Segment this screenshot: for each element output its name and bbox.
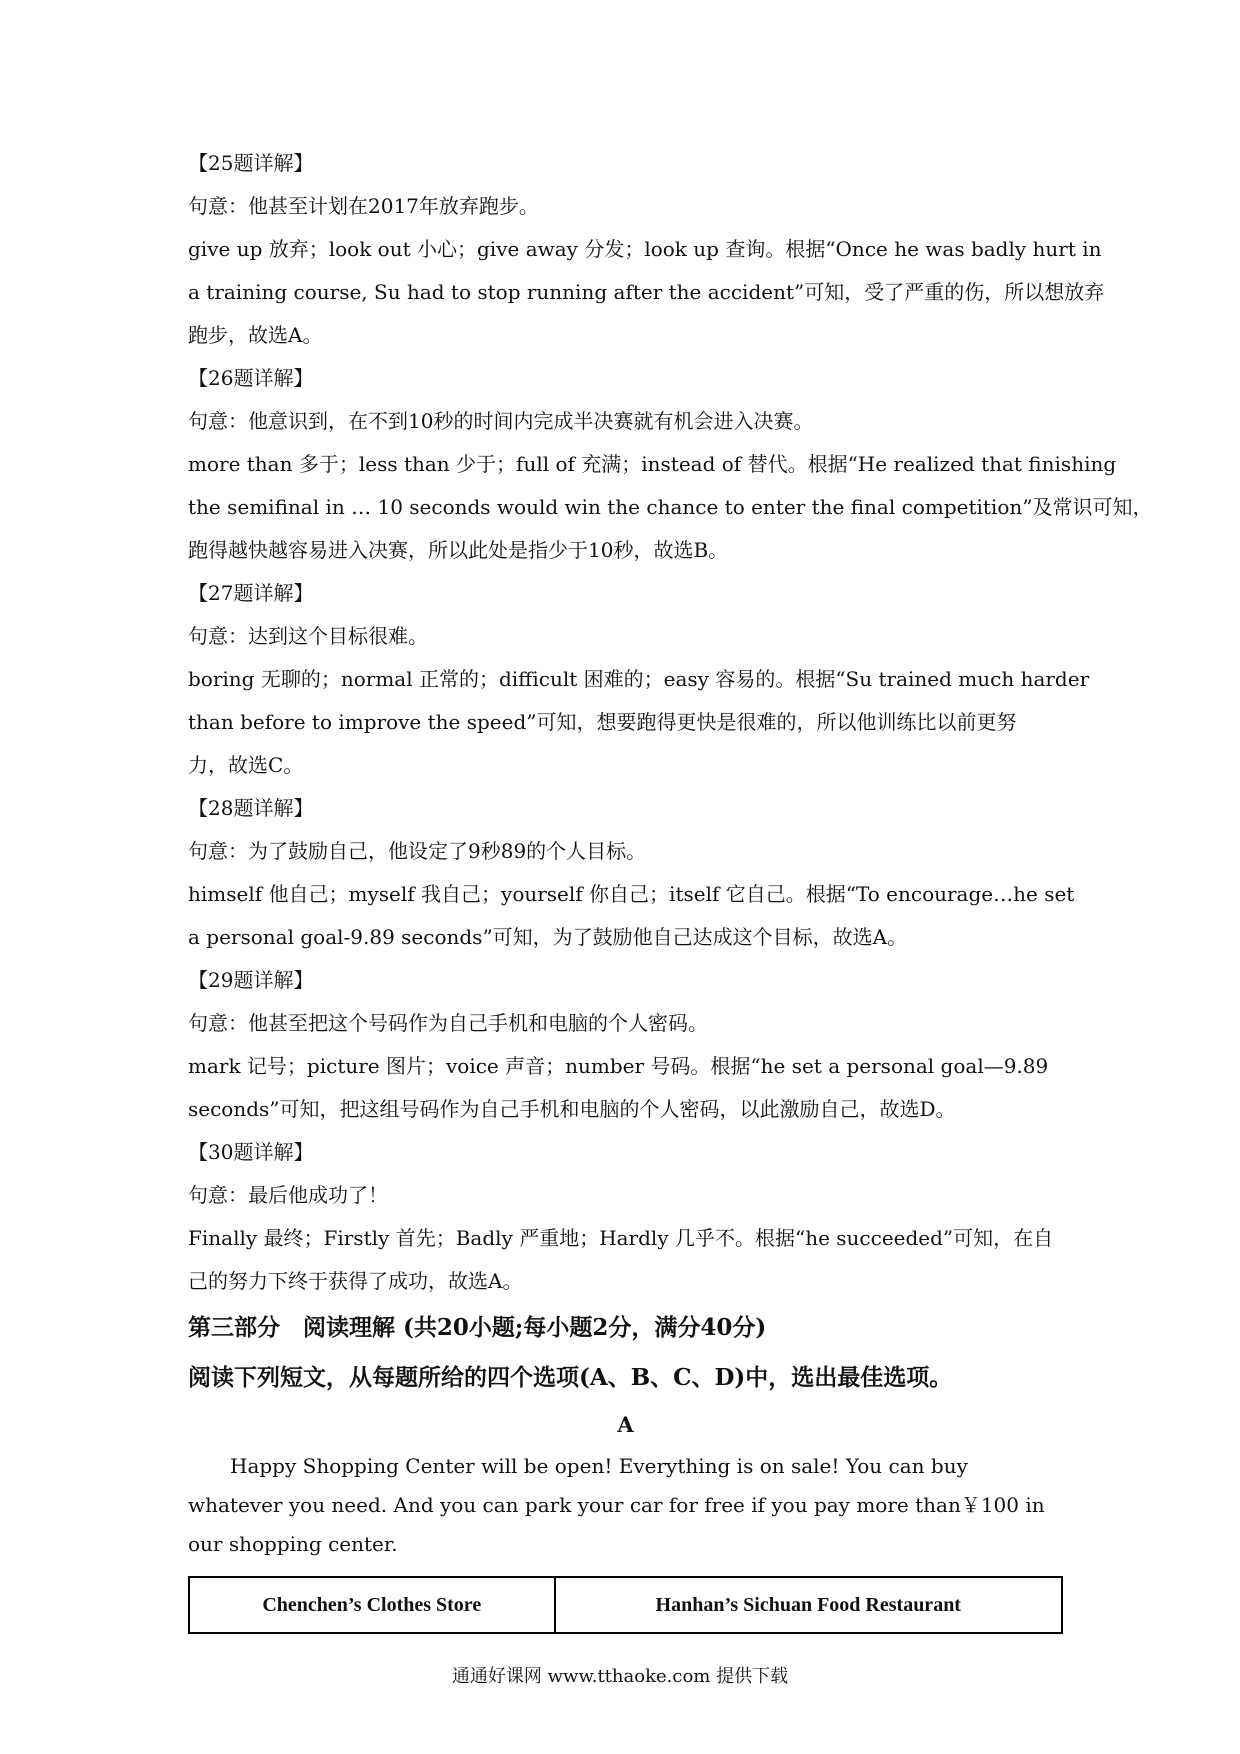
analysis-line: 跑步，故选A。 — [188, 323, 323, 347]
analysis-line: a personal goal-9.89 seconds”可知，为了鼓励他自己达成这个目标，故选A。 — [188, 925, 908, 949]
analysis-line: 跑得越快越容易进入决赛，所以此处是指少于10秒，故选B。 — [188, 538, 729, 562]
part3-instruction: 阅读下列短文，从每题所给的四个选项(A、B、C、D)中，选出最佳选项。 — [188, 1364, 953, 1391]
explanation-list — [188, 142, 1153, 1303]
store-table — [188, 1576, 1063, 1634]
sentence-meaning: 句意：最后他成功了！ — [188, 1183, 388, 1207]
analysis-line: give up 放弃；look out 小心；give away 分发；look up 查询。根据“Once he was badly hurt in — [188, 237, 1102, 261]
explanation-title: 【28题详解】 — [188, 796, 314, 820]
explanation-title: 【29题详解】 — [188, 968, 314, 992]
page-footer: 通通好课网 www.tthaoke.com 提供下载 — [451, 1666, 789, 1687]
analysis-line: 己的努力下终于获得了成功，故选A。 — [188, 1269, 523, 1293]
analysis-line: mark 记号；picture 图片；voice 声音；number 号码。根据“he set a personal goal—9.89 — [188, 1054, 1049, 1078]
store-table-header-clothes: Chenchen’s Clothes Store — [189, 1577, 555, 1633]
analysis-line: the semifinal in … 10 seconds would win the chance to enter the final competition”及常识可知， — [188, 495, 1153, 519]
store-table-header-restaurant: Hanhan’s Sichuan Food Restaurant — [555, 1577, 1062, 1633]
part3-heading: 第三部分 阅读理解 (共20小题;每小题2分，满分40分) — [188, 1314, 767, 1341]
document-body — [188, 142, 1153, 1634]
sentence-meaning: 句意：达到这个目标很难。 — [188, 624, 428, 648]
analysis-line: more than 多于；less than 少于；full of 充满；instead of 替代。根据“He realized that finishing — [188, 452, 1117, 476]
analysis-line: Finally 最终；Firstly 首先；Badly 严重地；Hardly 几乎不。根据“he succeeded”可知，在自 — [188, 1226, 1054, 1250]
sentence-meaning: 句意：他甚至计划在2017年放弃跑步。 — [188, 194, 539, 218]
sentence-meaning: 句意：他甚至把这个号码作为自己手机和电脑的个人密码。 — [188, 1011, 708, 1035]
explanation-title: 【27题详解】 — [188, 581, 314, 605]
analysis-line: seconds”可知，把这组号码作为自己手机和电脑的个人密码，以此激励自己，故选D。 — [188, 1097, 956, 1121]
sentence-meaning: 句意：为了鼓励自己，他设定了9秒89的个人目标。 — [188, 839, 647, 863]
analysis-line: a training course, Su had to stop running after the accident”可知，受了严重的伤，所以想放弃 — [188, 280, 1105, 304]
sentence-meaning: 句意：他意识到，在不到10秒的时间内完成半决赛就有机会进入决赛。 — [188, 409, 814, 433]
analysis-line: 力，故选C。 — [188, 753, 304, 777]
analysis-line: than before to improve the speed”可知，想要跑得更快是很难的，所以他训练比以前更努 — [188, 710, 1017, 734]
analysis-line: himself 他自己；myself 我自己；yourself 你自己；itself 它自己。根据“To encourage…he set — [188, 882, 1075, 906]
explanation-title: 【25题详解】 — [188, 151, 314, 175]
analysis-line: boring 无聊的；normal 正常的；difficult 困难的；easy 容易的。根据“Su trained much harder — [188, 667, 1090, 691]
passage-text: Happy Shopping Center will be open! Everything is on sale! You can buy whatever you need. And you can park your car for free if you pay more than￥100 in our shopping center. — [188, 1454, 1045, 1556]
explanation-title: 【26题详解】 — [188, 366, 314, 390]
passage-letter: A — [617, 1412, 634, 1437]
explanation-title: 【30题详解】 — [188, 1140, 314, 1164]
